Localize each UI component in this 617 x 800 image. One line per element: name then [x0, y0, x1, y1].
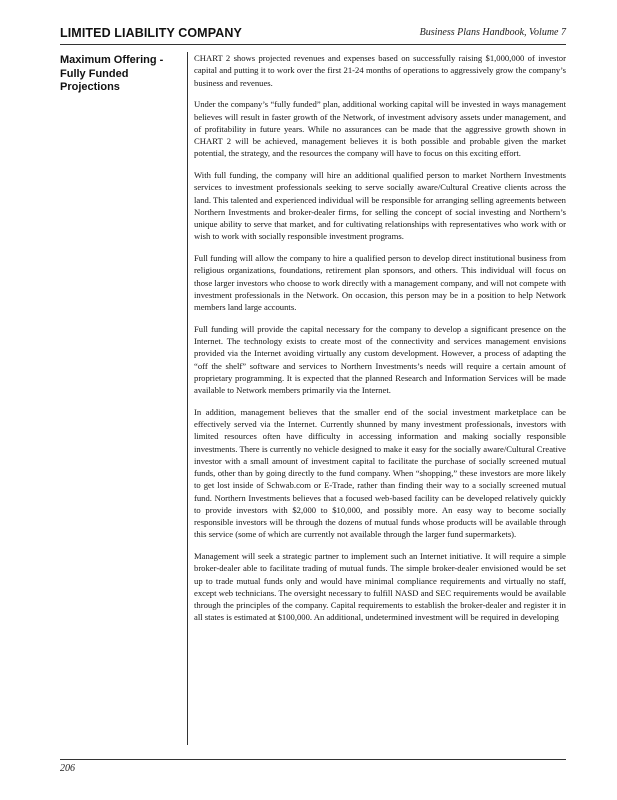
footer-rule	[60, 759, 566, 760]
paragraph: With full funding, the company will hire an additional qualified person to market Northern Investments services to investment professionals seeking to serve socially aware/Cultural Creative clients across the land. This talented and experienced individual will be responsible for arranging selling agreements between Northern Investments and broker-dealer firms, for selling the concept of social investing and Northern’s unique ability to serve that market, and for cultivating relationships with representatives who work with or wish to work with socially responsible investment programs.	[194, 170, 566, 242]
section-heading-line: Fully Funded	[60, 67, 129, 80]
header-book-title: Business Plans Handbook, Volume 7	[419, 27, 566, 38]
paragraph: Management will seek a strategic partner to implement such an Internet initiative. It will require a simple broker-dealer able to facilitate trading of mutual funds. The simple broker-dealer envisioned would be set up to trade mutual funds only and would have minimal compliance requirements and virtually no staff, except web technicians. The oversight necessary to fulfill NASD and SEC requirements would be available through the principles of the company. Capital requirements to establish the broker-dealer and register it in all states is estimated at $100,000. An additional, undetermined investment will be required in developing	[194, 551, 566, 623]
section-heading-line: Maximum Offering -	[60, 54, 164, 66]
running-header	[60, 26, 566, 42]
paragraph: CHART 2 shows projected revenues and expenses based on successfully raising $1,000,000 of investor capital and putting it to work over the first 21-24 months of operations to aggressively grow the company’s business and revenues.	[194, 53, 566, 88]
section-heading	[60, 54, 182, 95]
page-number: 206	[60, 763, 75, 774]
paragraph: In addition, management believes that the smaller end of the social investment marketplace can be effectively served via the Internet. Currently shunned by many investment professionals, investors with limited resources often have difficulty in accessing information and making socially responsible investments. There is currently no vehicle designed to make it easy for the socially aware/Cultural Creative investor with a small amount of investment capital to facilitate the purchase of socially screened mutual funds, other than by going directly to the fund company. When “shopping,” these investors are more likely to get lost inside of Schwab.com or E-Trade, rather than finding their way to a socially screened mutual fund. Northern Investments believes that a focused web-based facility can be developed relatively quickly to provide investors with $2,000 to $10,000, and possibly more. An easy way to become socially responsible investors will be through the dozens of mutual funds whose products will be available through this service (some of which are currently not available through the larger fund supermarkets).	[194, 406, 566, 540]
paragraph: Full funding will provide the capital necessary for the company to develop a significant presence on the Internet. The technology exists to create most of the connectivity and services management envisions provided via the Internet avoiding virtually any custom development. However, a process of adapting the “off the shelf” software and services to Northern Investments’s needs will require a certain amount of proprietary programming. It is expected that the planned Research and Information Services will be made available to Network members primarily via the Internet.	[194, 323, 566, 395]
paragraph: Under the company’s “fully funded” plan, additional working capital will be invested in ways management believes will result in faster growth of the Network, of investment advisory assets under management, and of profitability in future years. While no assurances can be made that the aggressive growth shown in CHART 2 will be achieved, management believes it is both possible and probable given the market potential, the strategy, and the resources the company will have to focus on this exciting effort.	[194, 99, 566, 159]
body-text	[194, 52, 566, 633]
section-heading-line: Projections	[60, 81, 120, 93]
header-title: LIMITED LIABILITY COMPANY	[60, 26, 242, 40]
paragraph: Full funding will allow the company to hire a qualified person to develop direct institutional business from religious organizations, foundations, retirement plan sponsors, and others. This individual will focus on those larger investors who choose to work directly with a management company, and will not compete with investment professionals in the Network. On occasion, this person may be in a position to help Network members land large accounts.	[194, 253, 566, 312]
header-rule	[60, 44, 566, 45]
column-divider	[187, 52, 188, 745]
